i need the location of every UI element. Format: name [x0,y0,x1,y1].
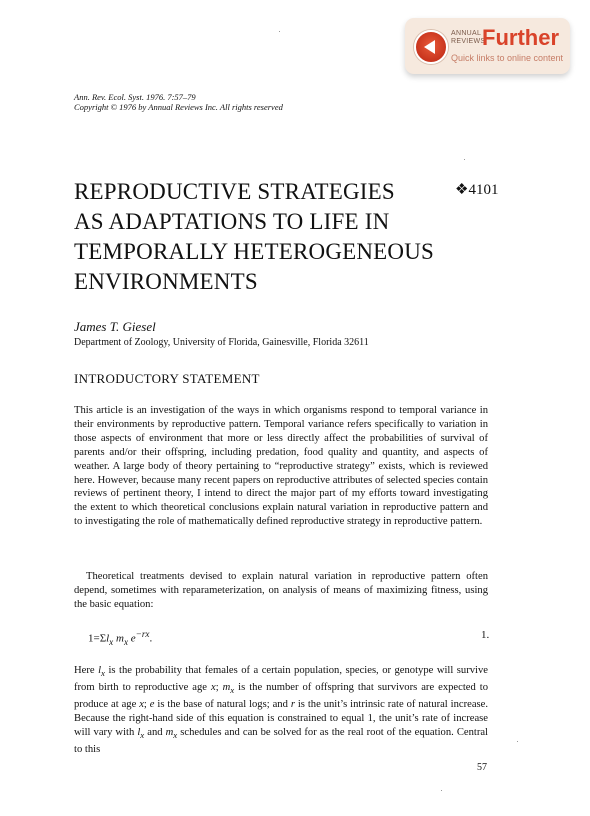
title-line: AS ADAPTATIONS TO LIFE IN [74,209,390,234]
author-affiliation: Department of Zoology, University of Florida, Gainesville, Florida 32611 [74,337,369,348]
badge-further-label: Further [482,25,559,50]
scan-speck [517,741,518,742]
annual-reviews-further-badge[interactable] [405,18,570,74]
page-number: 57 [477,762,487,773]
title-line: ENVIRONMENTS [74,269,258,294]
scan-speck [279,31,280,32]
badge-annual-reviews-label: ANNUAL REVIEWS [451,30,486,45]
equation-number: 1. [481,629,490,641]
paragraph-theory: Theoretical treatments devised to explain natural variation in reproductive pattern often depend, sometimes with reparameterization, on analysis of means of maximizing fitness, using the basic equation: [74,571,488,610]
section-heading: INTRODUCTORY STATEMENT [74,371,260,386]
article-code: ❖4101 [455,182,499,198]
title-line: TEMPORALLY HETEROGENEOUS [74,239,435,264]
paragraph-intro: This article is an investigation of the ways in which organisms respond to temporal variance in their environments by reproductive pattern. Temporal variance refers specifically to variation in those aspects of environment that more or less directly affect the probabilities of survival of parents and/or their offspring, including predation, food quality and quantity, and aspects of weather. A large body of theory pertaining to “reproductive strategy” exists, which is reviewed here. However, because many recent papers on reproductive attributes of selected species contain reviews of pertinent theory, I intend to direct the major part of my efforts toward investigating the extent to which theoretical conclusions explain natural variation in reproductive pattern and to investigating the role of mathematically defined reproductive strategy in reproductive pattern. [74,405,488,528]
scan-speck [464,159,465,160]
journal-citation [74,92,283,112]
author-name: James T. Giesel [74,319,156,334]
badge-quick-links-label: Quick links to online content [451,53,564,63]
article-title [74,177,474,297]
scan-speck [441,790,442,791]
citation-line: Ann. Rev. Ecol. Syst. 1976. 7:57–79 [74,92,196,102]
basic-equation: $1=\Sigma l_x$ $m_x$ $e^{-rx}$. [88,629,153,647]
paragraph-definitions: Here $l_x$ is the probability that females of a certain population, species, or genotype will survive from birth to reproductive age x; $m_x$ is the number of offspring that survivors are expected to produce at age x; e is the base of natural logs; and r is the unit’s intrinsic rate of natural increase. Because the right-hand side of this equation is constrained to equal 1, the unit’s rate of increase will vary with $l_x$ and $m_x$ schedules and can be solved for as the real root of the equation. Central to this [74,665,489,755]
copyright-line: Copyright © 1976 by Annual Reviews Inc. All rights reserved [74,102,283,112]
title-line: REPRODUCTIVE STRATEGIES [74,179,395,204]
back-arrow-icon [414,30,448,64]
